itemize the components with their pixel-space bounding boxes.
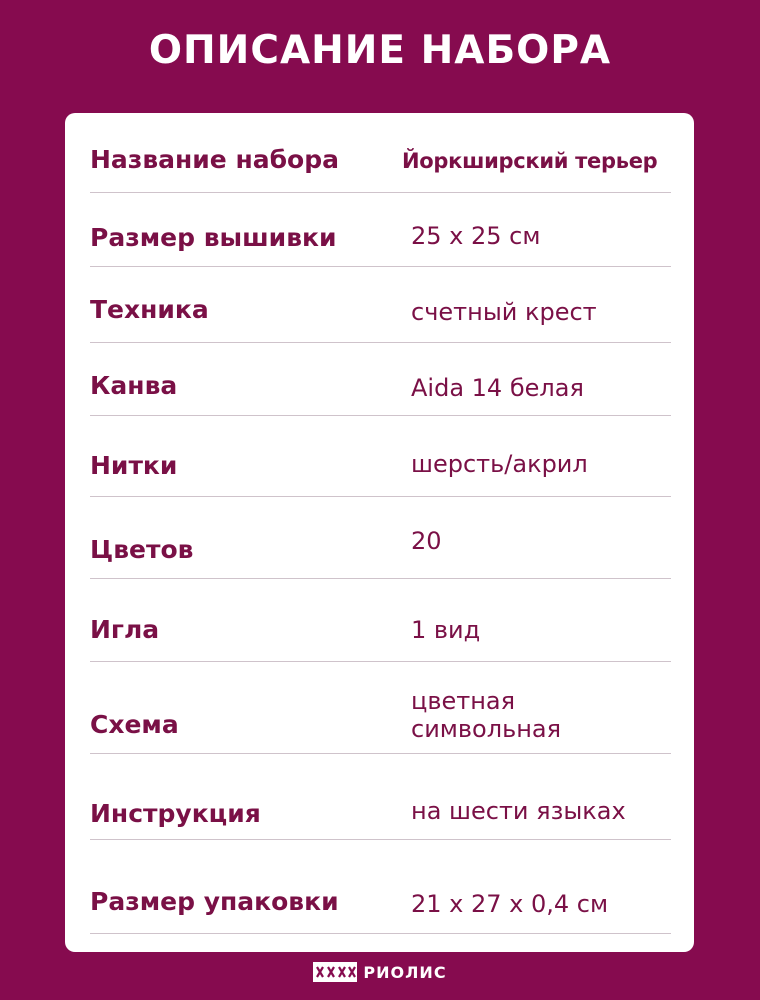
row-embroidery-size xyxy=(90,193,671,267)
row-label: Название набора xyxy=(90,145,339,174)
row-value: 21 х 27 х 0,4 см xyxy=(411,890,609,918)
row-label: Размер упаковки xyxy=(90,887,339,916)
row-colors xyxy=(90,497,671,579)
row-value: на шести языках xyxy=(411,797,626,825)
row-value-line2: символьная xyxy=(411,715,562,743)
page-title: ОПИСАНИЕ НАБОРА xyxy=(148,28,612,73)
divider xyxy=(90,933,671,934)
riolis-logo-icon xyxy=(313,962,357,982)
row-label: Цветов xyxy=(90,535,194,564)
row-label: Схема xyxy=(90,710,179,739)
row-kit-name xyxy=(90,135,671,193)
row-label: Техника xyxy=(90,295,209,324)
row-label: Инструкция xyxy=(90,799,261,828)
footer xyxy=(0,962,760,982)
row-value: 20 xyxy=(411,527,442,555)
row-value: счетный крест xyxy=(411,298,597,326)
description-card xyxy=(65,113,694,952)
brand-name: РИОЛИС xyxy=(363,962,447,982)
row-label: Размер вышивки xyxy=(90,223,337,252)
row-scheme xyxy=(90,662,671,754)
row-value: Aida 14 белая xyxy=(411,374,584,402)
row-value-line1: цветная xyxy=(411,687,516,715)
row-label: Канва xyxy=(90,371,178,400)
row-value: 25 х 25 см xyxy=(411,222,541,250)
row-instructions xyxy=(90,754,671,840)
row-threads xyxy=(90,416,671,497)
row-value: Йоркширский терьер xyxy=(402,149,658,173)
row-label: Нитки xyxy=(90,451,178,480)
row-value: 1 вид xyxy=(411,616,481,644)
row-label: Игла xyxy=(90,615,160,644)
row-needle xyxy=(90,579,671,662)
row-value: шерсть/акрил xyxy=(411,450,588,478)
row-canvas xyxy=(90,343,671,416)
row-technique xyxy=(90,267,671,343)
row-package-size xyxy=(90,840,671,934)
